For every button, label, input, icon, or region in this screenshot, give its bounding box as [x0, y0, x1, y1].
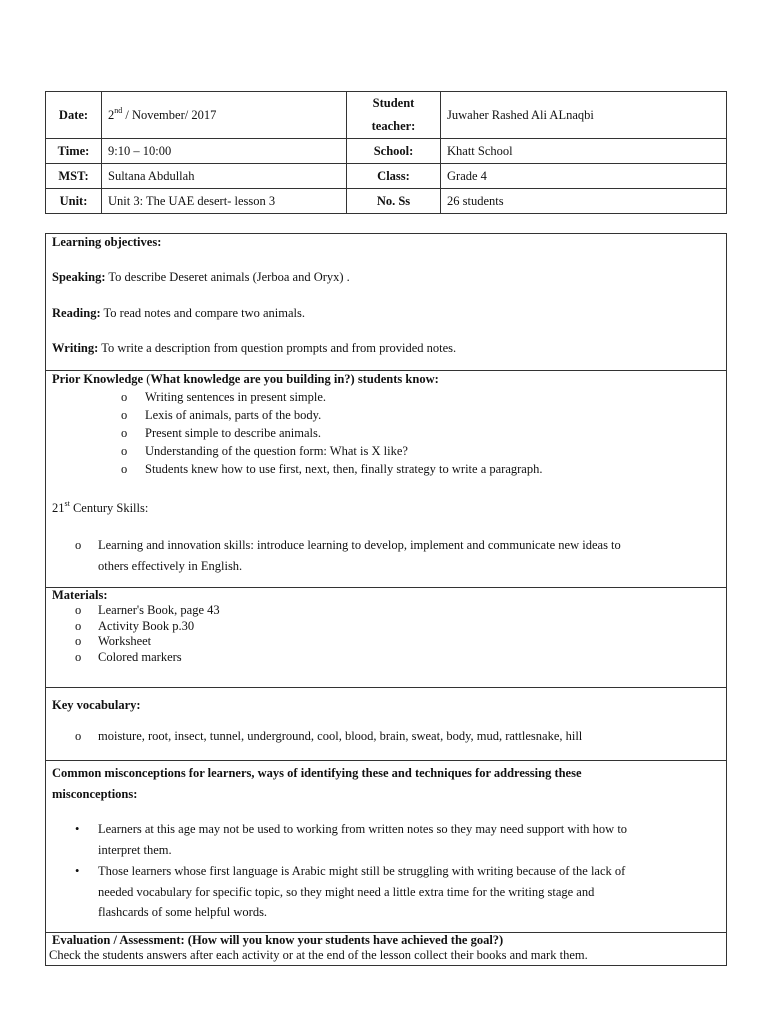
- misconception-item-cont: needed vocabulary for specific topic, so they might need a little extra time for the writing stage and: [98, 885, 595, 899]
- misconceptions-title-cont: misconceptions:: [52, 787, 138, 801]
- unit-label: Unit:: [46, 189, 102, 214]
- vocabulary-title: Key vocabulary:: [52, 698, 141, 712]
- misconception-item-cont: interpret them.: [98, 843, 172, 857]
- class-value: Grade 4: [441, 164, 727, 189]
- school-label: School:: [347, 139, 441, 164]
- noss-label: No. Ss: [347, 189, 441, 214]
- class-label: Class:: [347, 164, 441, 189]
- date-label: Date:: [46, 92, 102, 139]
- student-teacher-label: Student teacher:: [347, 92, 441, 139]
- list-item: o Activity Book p.30: [75, 619, 195, 633]
- materials-title: Materials:: [52, 588, 108, 602]
- century-skills-title: 21st Century Skills:: [52, 499, 149, 515]
- misconceptions-section: [46, 761, 726, 933]
- vocabulary-words: o moisture, root, insect, tunnel, underground, cool, blood, brain, sweat, body, mud, rattlesnake, hill: [75, 729, 583, 743]
- list-item: o Lexis of animals, parts of the body.: [121, 408, 322, 422]
- student-teacher-value: Juwaher Rashed Ali ALnaqbi: [441, 92, 727, 139]
- mst-value: Sultana Abdullah: [102, 164, 347, 189]
- list-item: o Students knew how to use first, next, then, finally strategy to write a paragraph.: [121, 462, 543, 476]
- list-item: o Colored markers: [75, 650, 182, 664]
- evaluation-title: Evaluation / Assessment: (How will you know your students have achieved the goal?): [52, 933, 504, 947]
- century-skill-item-cont: others effectively in English.: [98, 559, 243, 573]
- objective-reading: Reading: To read notes and compare two animals.: [52, 306, 306, 320]
- evaluation-text: Check the students answers after each activity or at the end of the lesson collect their books and mark them.: [49, 948, 588, 962]
- century-skill-item: o Learning and innovation skills: introduce learning to develop, implement and communicate new ideas to: [75, 538, 621, 552]
- list-item: o Writing sentences in present simple.: [121, 390, 327, 404]
- list-item: o Worksheet: [75, 634, 152, 648]
- list-item: o Understanding of the question form: What is X like?: [121, 444, 408, 458]
- list-item: o Learner's Book, page 43: [75, 603, 220, 617]
- objective-writing: Writing: To write a description from question prompts and from provided notes.: [52, 341, 457, 355]
- evaluation-section: [46, 933, 726, 965]
- lesson-header-table: [45, 91, 727, 214]
- learning-objectives-section: [46, 234, 726, 371]
- misconception-item: • Learners at this age may not be used to working from written notes so they may need support with how to: [75, 822, 628, 836]
- objectives-title: Learning objectives:: [52, 235, 162, 249]
- misconceptions-title: Common misconceptions for learners, ways of identifying these and techniques for addressing these: [52, 766, 582, 780]
- date-value: 2nd / November/ 2017: [102, 92, 347, 139]
- mst-label: MST:: [46, 164, 102, 189]
- school-value: Khatt School: [441, 139, 727, 164]
- misconception-item: • Those learners whose first language is Arabic might still be struggling with writing because of the lack of: [75, 864, 626, 878]
- lesson-plan-body: [45, 233, 727, 966]
- key-vocabulary-section: [46, 688, 726, 761]
- time-value: 9:10 – 10:00: [102, 139, 347, 164]
- objective-speaking: Speaking: To describe Deseret animals (Jerboa and Oryx) .: [52, 270, 350, 284]
- prior-knowledge-title: Prior Knowledge (What knowledge are you building in?) students know:: [52, 372, 439, 386]
- misconception-item-cont: flashcards of some helpful words.: [98, 905, 268, 919]
- time-label: Time:: [46, 139, 102, 164]
- noss-value: 26 students: [441, 189, 727, 214]
- list-item: o Present simple to describe animals.: [121, 426, 322, 440]
- prior-knowledge-section: [46, 371, 726, 588]
- materials-section: [46, 588, 726, 688]
- unit-value: Unit 3: The UAE desert- lesson 3: [102, 189, 347, 214]
